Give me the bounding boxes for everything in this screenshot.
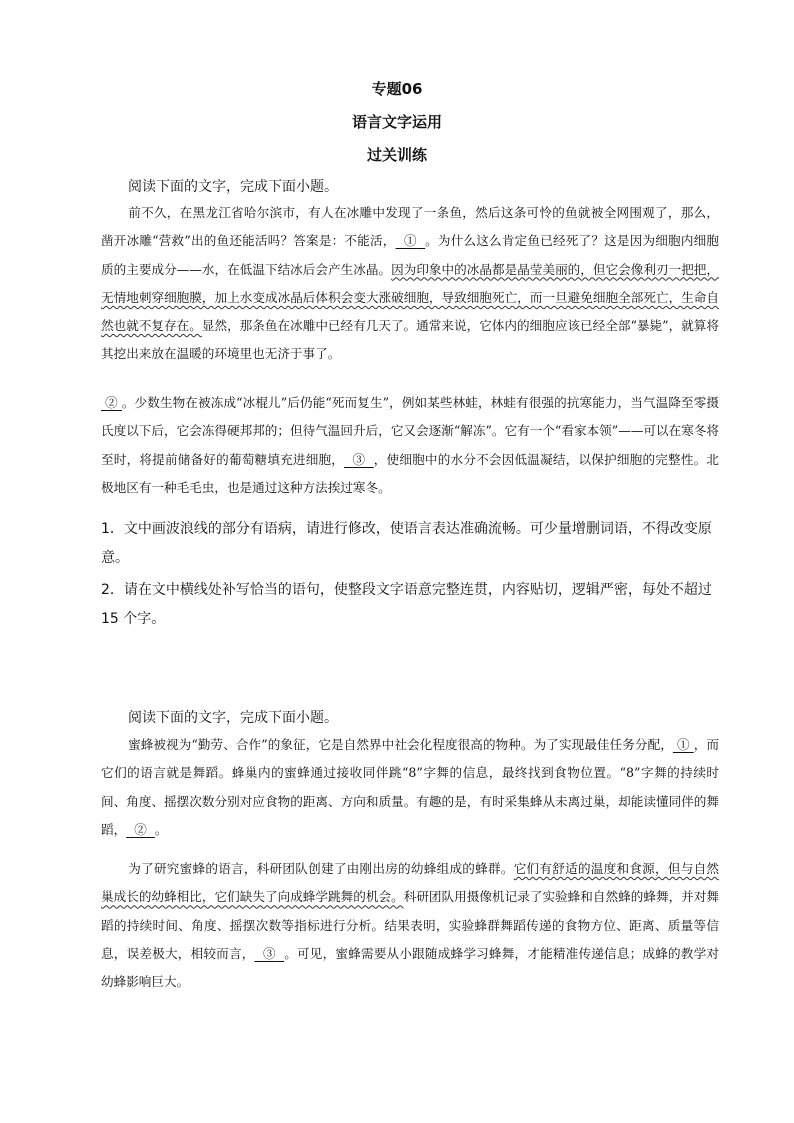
p2b-text-b: 科研团队用摄像机记录了实验蜂和自然蜂的蜂舞，并对舞蹈的持续时间、角度、摇摆次数等指标进行分析。结果表明，实验蜂群舞蹈传递的食物方位、距离、质量等信息，误差极大，相较而言， <box>101 889 720 961</box>
p2-text-a: 。少数生物在被冻成“冰棍儿”后仍能“死而复生”，例如某些林蛙，林蛙有很强的抗寒能力，当气温降至零摄氏度以下后，它会冻得硬邦邦的；但待气温回升后，它又会逐渐“解冻”。它有一个“看家本领”——可以在寒冬将至时，将提前储备好的葡萄糖填充进细胞， <box>101 395 719 467</box>
p2a-text-a: 蜜蜂被视为“勤劳、合作”的象征，它是自然界中社会化程度很高的物种。为了实现最佳任务分配， <box>128 737 673 752</box>
passage2-paragraph1 <box>101 731 719 844</box>
p1-text-c: 显然，那条鱼在冰雕中已经有几天了。通常来说，它体内的细胞应该已经全部“暴毙”，就算将其挖出来放在温暖的环境里也无济于事了。 <box>101 318 719 362</box>
blank-3: ③ <box>352 451 366 467</box>
p1-text-b: 。为什么这么肯定鱼已经死了？这是因为细胞内细胞质的主要成分——水，在低温下结冰后会产生冰晶。 <box>101 233 719 277</box>
p2b-text-a: 为了研究蜜蜂的语言，科研团队创建了由刚出房的幼蜂组成的蜂群。 <box>128 861 514 876</box>
p2a-text-c: 。 <box>154 821 168 837</box>
p2-text-b: ，使细胞中的水分不会因低温凝结，以保护细胞的完整性。北极地区有一种毛毛虫，也是通过这种方法挨过寒冬。 <box>101 451 720 495</box>
page-title: 专题06 <box>371 80 423 98</box>
p2b-text-c: 。可见，蜜蜂需要从小跟随成蜂学习蜂舞，才能精准传递信息；成蜂的教学对幼蜂影响巨大。 <box>101 945 720 990</box>
blank-1: ① <box>403 233 417 249</box>
passage1-paragraph1 <box>101 199 719 369</box>
p2a-text-b: ，而它们的语言就是舞蹈。蜂巢内的蜜蜂通过接收同伴跳“8”字舞的信息，最终找到食物位置。“8”字舞的持续时间、角度、摇摆次数分别对应食物的距离、方向和质量。有趣的是，有时采集蜂从未离过巢，却能读懂同伴的舞蹈， <box>101 737 719 837</box>
passage2-paragraph2 <box>101 855 719 996</box>
page-subtitle: 语言文字运用 <box>351 113 442 131</box>
blank-2: ② <box>105 395 118 410</box>
wavy-underlined-sentence: 因为印象中的冰晶都是晶莹美丽的，但它会像利刃一把把，无情地刺穿细胞膜，加上水变成冰晶后体积会变大涨破细胞，导致细胞死亡，而一旦避免细胞全部死亡，生命自然也就不复存在。 <box>101 261 720 334</box>
blank-2-1: ① <box>676 737 690 752</box>
section-title: 过关训练 <box>366 146 427 164</box>
p1-text-a: 前不久，在黑龙江省哈尔滨市，有人在冰雕中发现了一条鱼，然后这条可怜的鱼就被全网围观了，那么，凿开冰雕“营救”出的鱼还能活吗？答案是：不能活， <box>101 205 719 249</box>
blank-2-3: ③ <box>262 945 276 961</box>
question-2: 2．请在文中横线处补写恰当的语句，使整段文字语意完整连贯，内容贴切，逻辑严密，每处不超过 15 个字。 <box>101 582 712 627</box>
wavy-underlined-sentence-2: 它们有舒适的温度和食源，但与自然巢成长的幼蜂相比，它们缺失了向成蜂学跳舞的机会。 <box>101 861 720 905</box>
passage1-intro: 阅读下面的文字，完成下面小题。 <box>128 179 338 195</box>
passage2-intro: 阅读下面的文字，完成下面小题。 <box>128 710 338 726</box>
question-1: 1．文中画波浪线的部分有语病，请进行修改，使语言表达准确流畅。可少量增删词语，不得改变原意。 <box>101 521 712 566</box>
passage1-paragraph2 <box>101 389 719 502</box>
blank-2-2: ② <box>134 821 147 837</box>
